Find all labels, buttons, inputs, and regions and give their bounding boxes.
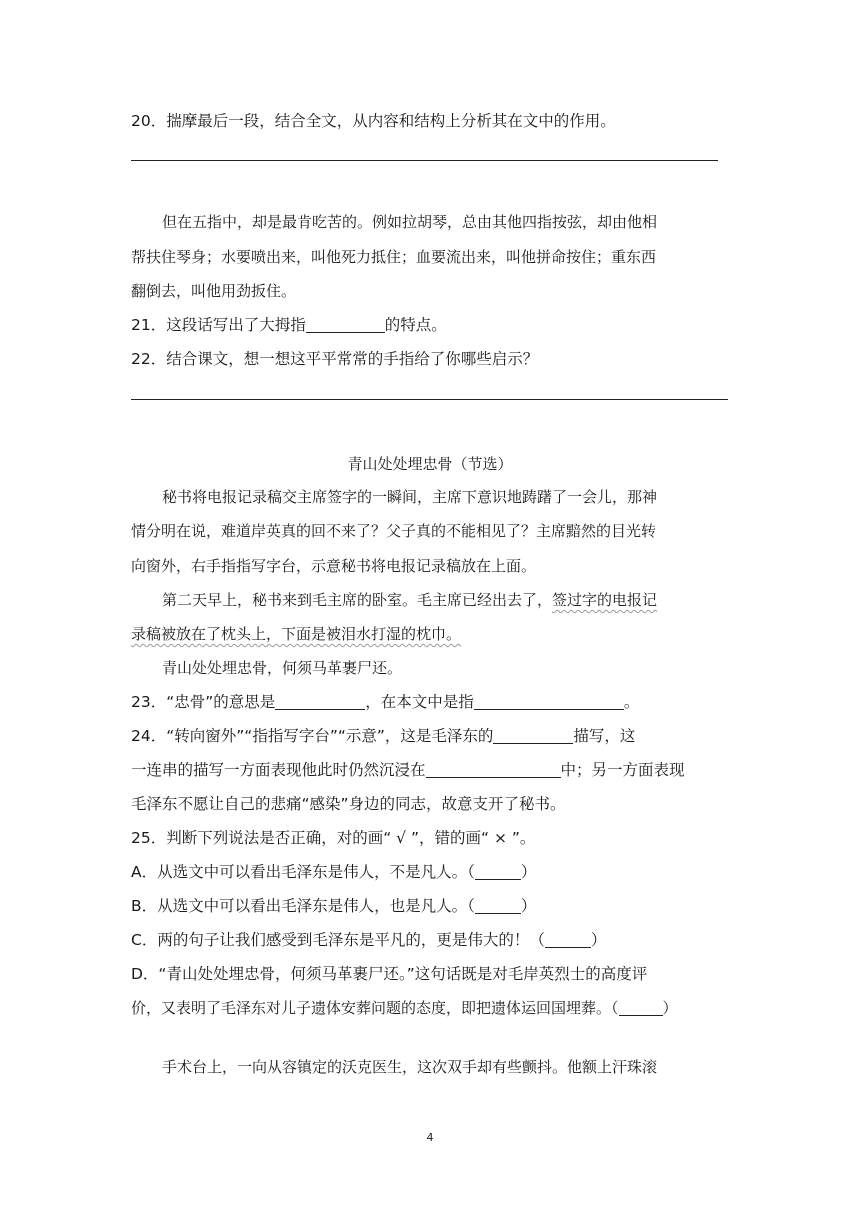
page-number: 4 [426, 1131, 434, 1144]
question-23 [131, 692, 639, 712]
passage-3-line-1: 手术台上，一向从容镇定的沃克医生，这次双手却有些颤抖。他额上汗珠滚 [162, 1058, 658, 1076]
answer-blank-24b[interactable] [426, 763, 561, 778]
option-b-close: ） [520, 897, 537, 915]
passage-2-p2-line-1 [162, 590, 657, 610]
question-21-text-end: 的特点。 [384, 316, 447, 334]
wavy-underlined-sentence: 签过字的电报记 [552, 591, 658, 609]
question-25-option-c [131, 930, 606, 950]
question-25-option-d-line-2 [131, 998, 678, 1018]
question-25-option-d-line-1: D．“青山处处埋忠骨，何须马革裹尸还。”这句话既是对毛岸英烈士的高度评 [131, 965, 648, 983]
passage-thumb-line-3: 翻倒去，叫他用劲扳住。 [131, 282, 297, 300]
question-24-line-3: 毛泽东不愿让自己的悲痛“感染”身边的同志，故意支开了秘书。 [131, 795, 566, 813]
answer-blank-24a[interactable] [493, 729, 573, 744]
question-23-text-a: 23．“忠骨”的意思是 [131, 693, 276, 711]
question-23-text-c: 。 [623, 693, 640, 711]
option-a-text: A．从选文中可以看出毛泽东是伟人，不是凡人。（ [131, 863, 475, 881]
answer-blank-23b[interactable] [474, 695, 624, 710]
answer-blank-25b[interactable] [475, 899, 521, 914]
passage-2-p1-line-2: 情分明在说，难道岸英真的回不来了？父子真的不能相见了？主席黯然的目光转 [131, 522, 657, 540]
question-25-option-a [131, 862, 536, 882]
question-24-text-a: 24．“转向窗外”“指指写字台”“示意”，这是毛泽东的 [131, 727, 494, 745]
question-21 [131, 315, 447, 335]
passage-2-p1-line-3: 向窗外，右手指指写字台，示意秘书将电报记录稿放在上面。 [131, 557, 537, 575]
passage-2-p2-line-2 [131, 624, 461, 644]
question-25-stem: 25．判断下列说法是否正确，对的画“ √ ”，错的画“ × ”。 [131, 829, 536, 847]
answer-blank-25c[interactable] [545, 933, 591, 948]
question-25-option-b [131, 896, 536, 916]
question-23-text-b: ，在本文中是指 [365, 693, 474, 711]
answer-line-20 [131, 160, 718, 161]
option-c-text: C．两的句子让我们感受到毛泽东是平凡的，更是伟大的！（ [131, 931, 545, 949]
option-b-text: B．从选文中可以看出毛泽东是伟人，也是凡人。（ [131, 897, 475, 915]
question-22: 22．结合课文，想一想这平平常常的手指给了你哪些启示？ [131, 350, 539, 368]
option-c-close: ） [590, 931, 607, 949]
answer-blank-21[interactable] [306, 318, 385, 333]
passage-thumb-line-2: 帮扶住琴身；水要喷出来，叫他死力抵住；血要流出来，叫他拼命按住；重东西 [131, 248, 657, 266]
option-a-close: ） [520, 863, 537, 881]
option-d-close: ） [662, 999, 678, 1017]
answer-line-22 [131, 399, 728, 400]
answer-blank-25a[interactable] [475, 865, 521, 880]
passage-2-p2-text: 第二天早上，秘书来到毛主席的卧室。毛主席已经出去了， [162, 591, 553, 609]
question-24-text-d: 中；另一方面表现 [560, 761, 685, 779]
passage-2-p3: 青山处处埋忠骨，何须马革裹尸还。 [162, 659, 403, 677]
question-24-line-2 [131, 760, 685, 780]
question-20: 20．揣摩最后一段，结合全文，从内容和结构上分析其在文中的作用。 [131, 112, 616, 130]
answer-blank-23a[interactable] [275, 695, 365, 710]
question-24-text-c: 一连串的描写一方面表现他此时仍然沉浸在 [131, 761, 426, 779]
question-21-text: 21．这段话写出了大拇指 [131, 316, 306, 334]
answer-blank-25d[interactable] [619, 1001, 663, 1016]
passage-title: 青山处处埋忠骨（节选） [347, 455, 513, 473]
passage-thumb-line-1: 但在五指中，却是最肯吃苦的。例如拉胡琴，总由其他四指按弦，却由他相 [162, 213, 658, 231]
passage-2-p1-line-1: 秘书将电报记录稿交主席签字的一瞬间，主席下意识地踌躇了一会儿，那神 [162, 488, 658, 506]
question-24-text-b: 描写，这 [573, 727, 636, 745]
question-24-line-1 [131, 726, 635, 746]
option-d-text: 价，又表明了毛泽东对儿子遗体安葬问题的态度，即把遗体运回国埋葬。（ [131, 999, 619, 1017]
wavy-underlined-sentence-cont: 录稿被放在了枕头上，下面是被泪水打湿的枕巾。 [131, 625, 462, 643]
